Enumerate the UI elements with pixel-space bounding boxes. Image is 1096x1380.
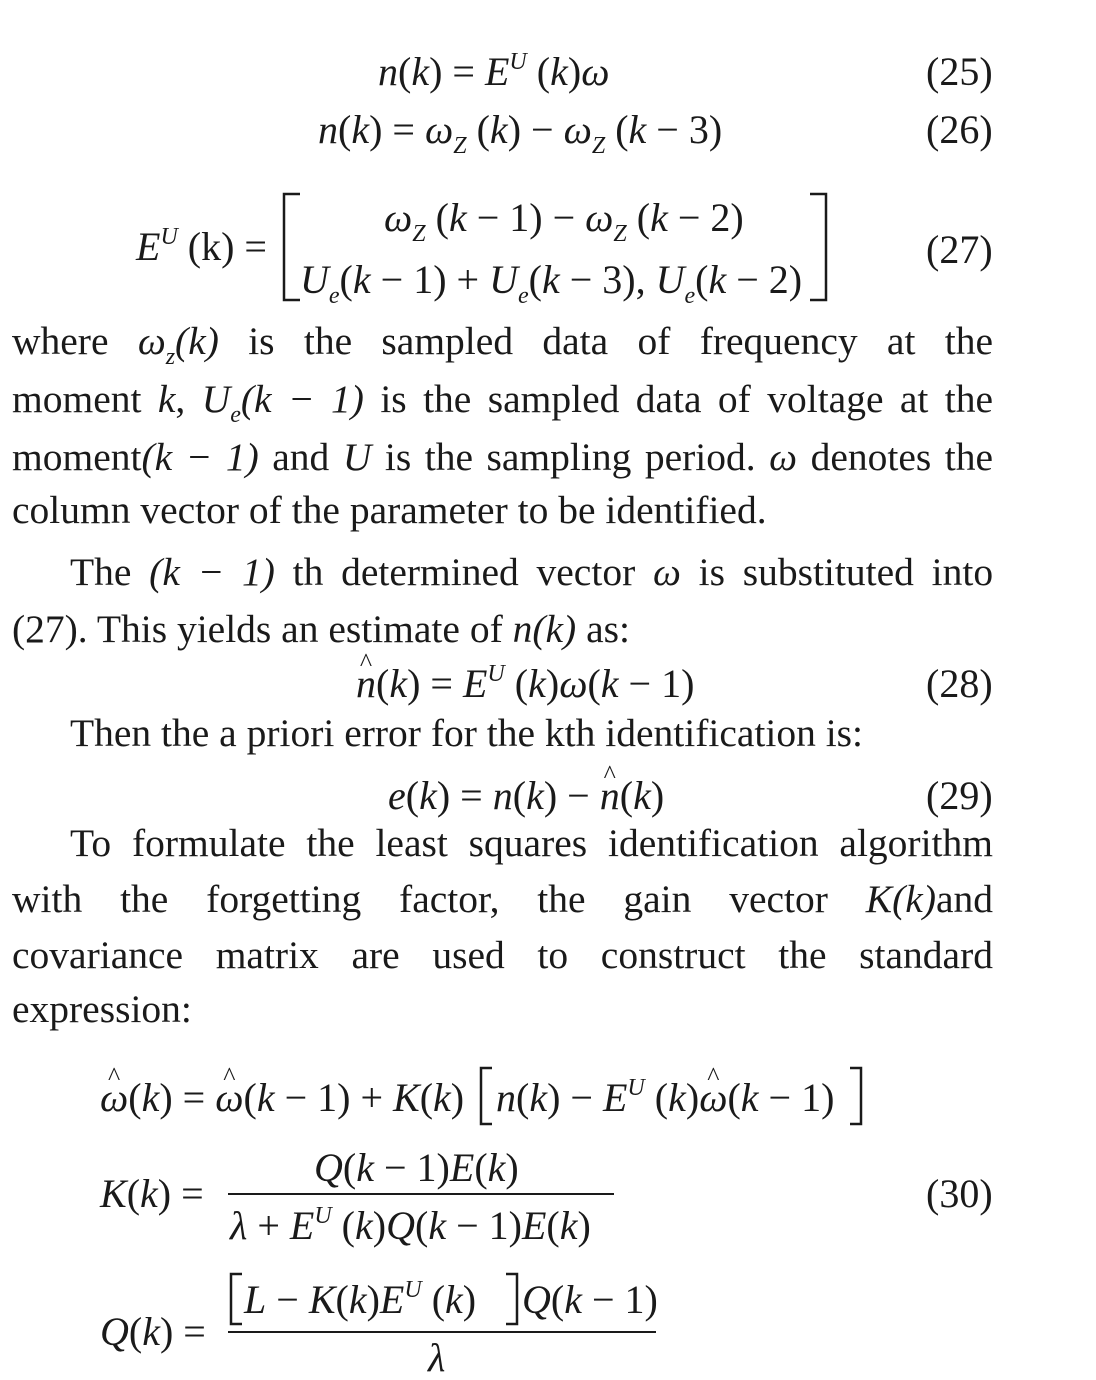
equation-number-28: (28) [926, 661, 993, 706]
equation-30-K-lhs: K(k) = [100, 1171, 204, 1216]
equation-30-line-1-bracket-content: $n(k) - E^U$ (k)ω ^(k − 1) [496, 1078, 834, 1118]
bracket-left-30b [228, 1272, 244, 1328]
paragraph-2-line-1: The (k − 1) th determined vector ω is substituted into [70, 550, 994, 594]
matrix-row-2: $U_e(k - 1) + U_e(k - 3)$, $U_e(k - 2)$ [300, 257, 803, 309]
paragraph-1-line-1: where $\omega_z(k)$ is the sampled data of frequency at the [12, 319, 993, 370]
equation-29: e(k) = n(k) − n ^(k) [388, 776, 664, 816]
equation-30-Q-numerator: $L - K(k)E^U$ (k) [244, 1277, 477, 1322]
bracket-right-30b [504, 1272, 520, 1328]
paragraph-4-line-2: with the forgetting factor, the gain vector K(k)and [12, 877, 994, 921]
equation-30-Q-numerator-tail: Q(k − 1) [522, 1277, 658, 1322]
paragraph-1-line-2: moment k, $U_e(k - 1)$ is the sampled data of voltage at the [12, 377, 994, 428]
equation-27-lhs: $E^U$ (k) = [136, 224, 267, 269]
equation-number-25: (25) [926, 49, 993, 94]
equation-30-line-1: ω ^(k) = ω ^(k − 1) + K(k) [100, 1078, 464, 1118]
paragraph-1-line-4: column vector of the parameter to be identified. [12, 488, 767, 532]
equation-25: $n(k) = E^U$ (k)ω [378, 49, 610, 94]
paragraph-4-line-4: expression: [12, 987, 192, 1031]
paragraph-1-line-3: moment(k − 1) and U is the sampling period. ω denotes the [12, 435, 993, 479]
bracket-right-30a [848, 1066, 864, 1128]
paragraph-2-line-2: (27). This yields an estimate of n(k) as: [12, 607, 630, 651]
paragraph-4-line-3: covariance matrix are used to construct the standard [12, 933, 993, 977]
equation-number-27: (27) [926, 227, 993, 272]
equation-number-30: (30) [926, 1171, 993, 1216]
equation-30-Q-lhs: Q(k) = [100, 1309, 206, 1354]
matrix-row-1: $\omega_Z$ $(k - 1) - \omega_Z$ (k − 2) [384, 195, 744, 247]
matrix-bracket-right [808, 192, 830, 304]
paragraph-3-line-1: Then the a priori error for the kth identification is: [70, 711, 864, 755]
bracket-left-30a [478, 1066, 494, 1128]
equation-number-26: (26) [926, 107, 993, 152]
fraction-line-K [228, 1193, 614, 1195]
equation-30-K-denominator: $\lambda + E^U$ (k)Q(k − 1)E(k) [230, 1203, 591, 1248]
equation-30-Q-denominator: λ [428, 1335, 446, 1380]
paragraph-4-line-1: To formulate the least squares identification algorithm [70, 821, 993, 865]
equation-26: $n(k) = \omega_Z$ $(k) - \omega_Z$ (k − 3) [318, 107, 723, 159]
matrix-bracket-left [280, 192, 302, 304]
equation-30-K-numerator: Q(k − 1)E(k) [314, 1145, 519, 1190]
fraction-line-Q [228, 1331, 656, 1333]
equation-number-29: (29) [926, 773, 993, 818]
equation-28: n ^(k) = $E^U$ (k)ω(k − 1) [356, 664, 694, 704]
